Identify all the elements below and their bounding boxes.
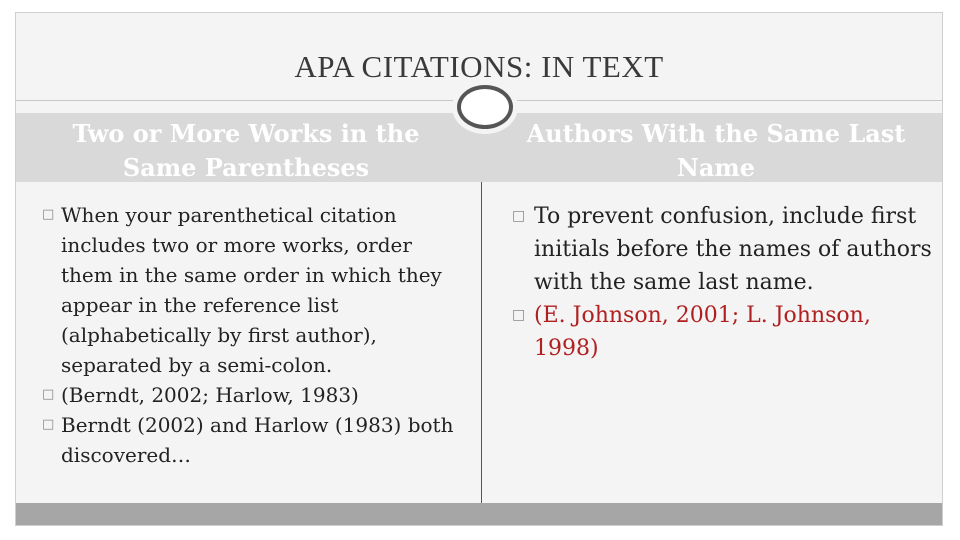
left-column-body (42, 200, 462, 470)
list-item (42, 410, 462, 470)
left-column-heading (36, 117, 456, 185)
list-item-text: To prevent confusion, include first initials before the names of authors with the same last name. (534, 204, 932, 295)
checkbox-bullet-icon: □ (42, 387, 55, 402)
list-item (512, 200, 932, 299)
list-item-text: When your parenthetical citation includes two or more works, order them in the same order in which they appear in the reference list (alphabetically by first author), separated by a semi-colon. (61, 203, 442, 377)
citation-example-text: (E. Johnson, 2001; L. Johnson, 1998) (534, 303, 871, 361)
decorative-circle-icon (457, 85, 513, 129)
right-column-body (512, 200, 932, 365)
checkbox-bullet-icon: □ (512, 208, 526, 224)
slide-title: APA CITATIONS: IN TEXT (294, 49, 664, 84)
slide (15, 12, 943, 526)
right-heading-line-1: Authors With the Same Last (526, 119, 906, 148)
column-divider (481, 182, 482, 504)
list-item (42, 380, 462, 410)
footer-bar (16, 503, 942, 525)
checkbox-bullet-icon: □ (42, 207, 55, 222)
checkbox-bullet-icon: □ (42, 417, 55, 432)
right-column-heading (491, 117, 941, 185)
list-item-text: Berndt (2002) and Harlow (1983) both discovered… (61, 413, 454, 467)
list-item (512, 299, 932, 365)
list-item-text: (Berndt, 2002; Harlow, 1983) (61, 383, 359, 407)
right-heading-line-2: Name (676, 153, 756, 182)
left-heading-line-2: Same Parentheses (122, 153, 370, 182)
list-item (42, 200, 462, 380)
left-heading-line-1: Two or More Works in the (72, 119, 420, 148)
checkbox-bullet-icon: □ (512, 307, 526, 323)
